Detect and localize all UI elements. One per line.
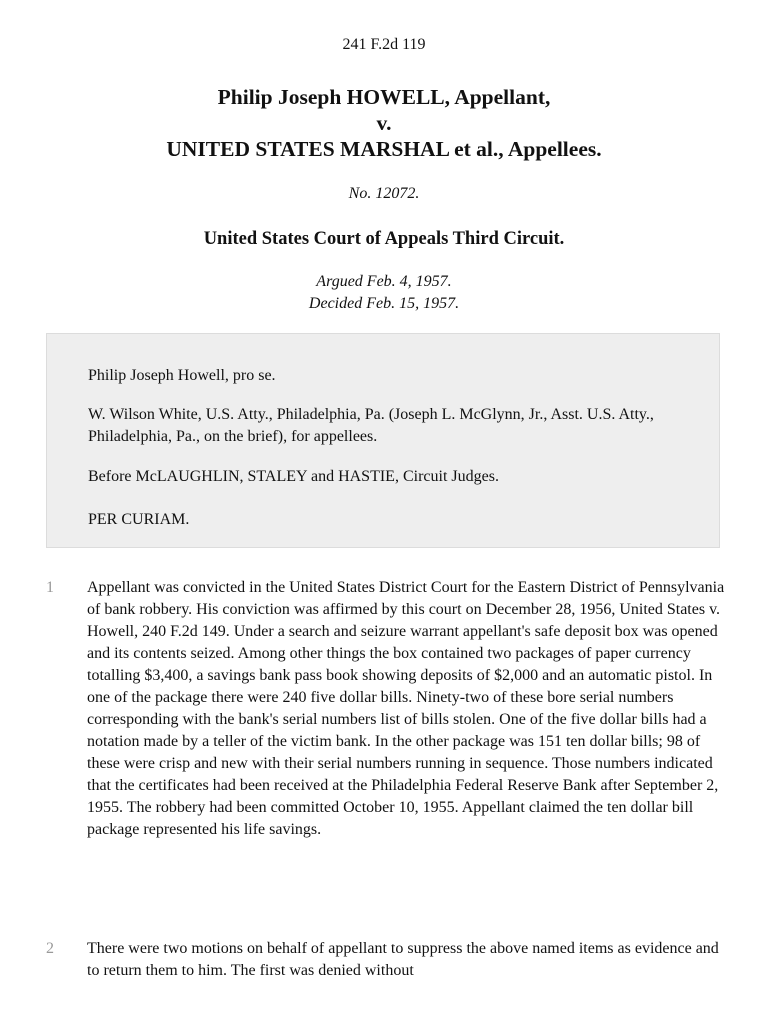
caption-appellees: UNITED STATES MARSHAL et al., Appellees. — [166, 137, 602, 161]
docket-number: No. 12072. — [348, 185, 420, 202]
per-curiam: PER CURIAM. — [88, 511, 190, 528]
case-dates — [0, 271, 768, 315]
decided-date: Decided Feb. 15, 1957. — [308, 295, 460, 312]
case-citation: 241 F.2d 119 — [342, 36, 426, 53]
caption-appellant: Philip Joseph HOWELL, Appellant, — [217, 85, 551, 109]
paragraph-text: There were two motions on behalf of appellant to suppress the above named items as evidence and to return them to him. The first was denied without — [87, 940, 719, 979]
paragraph-number: 1 — [46, 579, 54, 596]
paragraph-number: 2 — [46, 940, 54, 957]
counsel-box — [46, 333, 720, 548]
caption-versus: v. — [376, 111, 392, 135]
paragraph-text: Appellant was convicted in the United States District Court for the Eastern District of Pennsylvania of bank robbery. His conviction was affirmed by this court on December 28, 1956, United States v. Howell, 240 F.2d 149. Under a search and seizure warrant appellant's safe deposit box was opened and its contents seized. Among other things the box contained two packages of paper currency totalling $3,400, a savings bank pass book showing deposits of $2,000 and an automatic pistol. In one of the package there were 240 five dollar bills. Ninety-two of these bore serial numbers corresponding with the bank's serial numbers list of bills stolen. One of the five dollar bills had a notation made by a teller of the victim bank. In the other package was 151 ten dollar bills; 98 of these were crisp and new with their serial numbers running in sequence. Those numbers indicated that the certificates had been received at the Philadelphia Federal Reserve Bank after September 2, 1955. The robbery had been committed October 10, 1955. Appellant claimed the ten dollar bill package represented his life savings. — [87, 579, 725, 838]
appellant-counsel: Philip Joseph Howell, pro se. — [88, 367, 276, 384]
argued-date: Argued Feb. 4, 1957. — [316, 273, 452, 290]
case-caption — [0, 84, 768, 162]
court-name: United States Court of Appeals Third Circuit. — [203, 229, 565, 249]
panel-judges: Before McLAUGHLIN, STALEY and HASTIE, Circuit Judges. — [88, 468, 499, 485]
appellee-counsel: W. Wilson White, U.S. Atty., Philadelphia, Pa. (Joseph L. McGlynn, Jr., Asst. U.S. Atty., Philadelphia, Pa., on the brief), for appellees. — [88, 406, 654, 445]
